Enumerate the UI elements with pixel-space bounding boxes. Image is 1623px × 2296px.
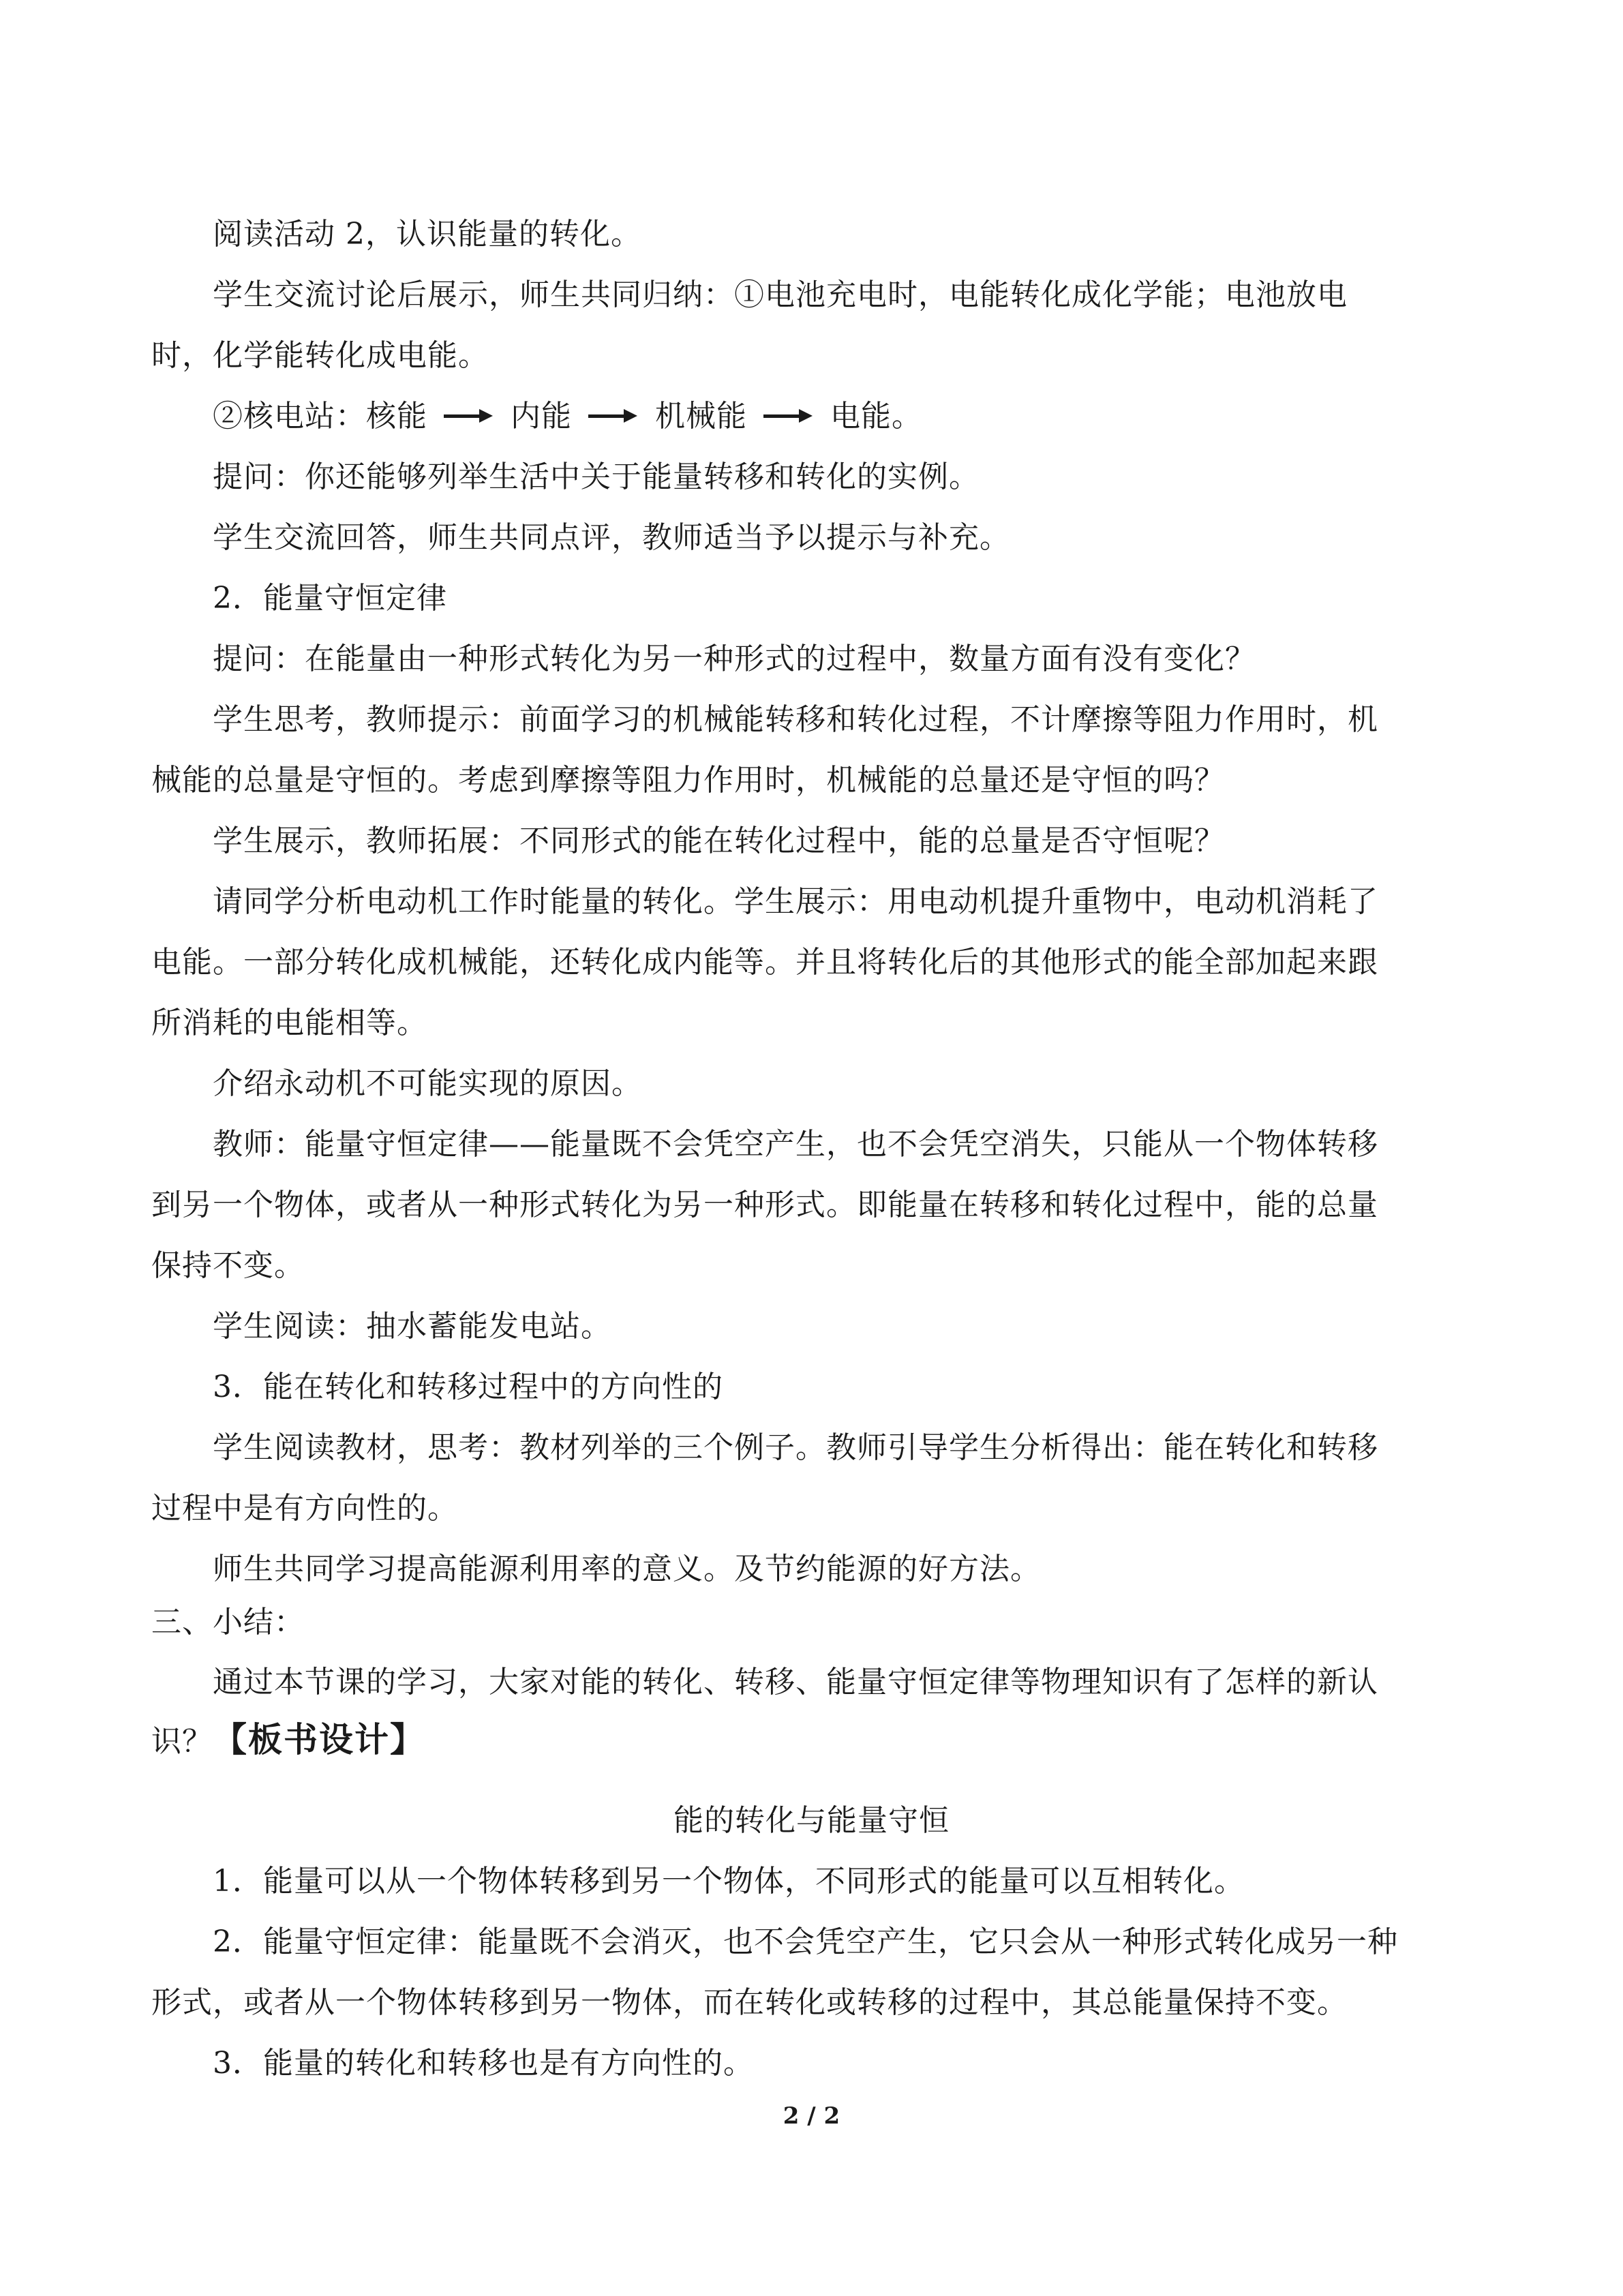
summary-tail-with-heading <box>151 1721 1623 1761</box>
board-point-3: 3．能量的转化和转移也是有方向性的。 <box>213 2046 754 2081</box>
chain-step-nuclear: 核能 <box>366 399 427 434</box>
section-heading-direction: 3．能在转化和转移过程中的方向性的 <box>213 1370 723 1404</box>
paragraph-battery-line-2: 时，化学能转化成电能。 <box>151 338 489 373</box>
chain-prefix: ②核电站： <box>213 399 366 434</box>
summary-tail: 识？ <box>151 1724 213 1759</box>
paragraph-think-line-2: 械能的总量是守恒的。考虑到摩擦等阻力作用时，机械能的总量还是守恒的吗？ <box>151 763 1225 798</box>
paragraph-think-line-1: 学生思考，教师提示：前面学习的机械能转移和转化过程，不计摩擦等阻力作用时，机 <box>213 702 1378 737</box>
board-point-2-line-2: 形式，或者从一个物体转移到另一物体，而在转化或转移的过程中，其总能量保持不变。 <box>151 1985 1348 2020</box>
section-heading-summary: 三、小结： <box>151 1605 305 1640</box>
paragraph-extend: 学生展示，教师拓展：不同形式的能在转化过程中，能的总量是否守恒呢？ <box>213 824 1225 858</box>
paragraph-summary-line-1: 通过本节课的学习，大家对能的转化、转移、能量守恒定律等物理知识有了怎样的新认 <box>213 1665 1378 1700</box>
chain-step-mechanical: 机械能 <box>655 399 747 434</box>
board-design-heading: 【板书设计】 <box>213 1719 425 1759</box>
paragraph-law-line-1: 教师：能量守恒定律——能量既不会凭空产生，也不会凭空消失，只能从一个物体转移 <box>213 1127 1378 1162</box>
paragraph-law-line-2: 到另一个物体，或者从一种形式转化为另一种形式。即能量在转移和转化过程中，能的总量 <box>151 1188 1378 1222</box>
paragraph-motor-line-1: 请同学分析电动机工作时能量的转化。学生展示：用电动机提升重物中，电动机消耗了 <box>213 884 1378 919</box>
paragraph-law-line-3: 保持不变。 <box>151 1248 305 1283</box>
paragraph-reading-activity: 阅读活动 2，认识能量的转化。 <box>213 217 641 252</box>
section-heading-conservation: 2．能量守恒定律 <box>213 581 447 616</box>
chain-step-internal: 内能 <box>511 399 572 434</box>
board-title: 能的转化与能量守恒 <box>673 1803 950 1838</box>
paragraph-pumped-storage: 学生阅读：抽水蓄能发电站。 <box>213 1309 611 1344</box>
chain-step-electric: 电能。 <box>830 399 922 434</box>
page-number: 2 / 2 <box>783 2102 840 2130</box>
board-point-1: 1．能量可以从一个物体转移到另一个物体，不同形式的能量可以互相转化。 <box>213 1864 1245 1899</box>
board-point-2-line-1: 2．能量守恒定律：能量既不会消灭，也不会凭空产生，它只会从一种形式转化成另一种 <box>213 1924 1398 1959</box>
paragraph-battery-line-1: 学生交流讨论后展示，师生共同归纳：①电池充电时，电能转化成化学能；电池放电 <box>213 277 1348 312</box>
paragraph-efficiency: 师生共同学习提高能源利用率的意义。及节约能源的好方法。 <box>213 1552 1041 1586</box>
paragraph-direction-line-1: 学生阅读教材，思考：教材列举的三个例子。教师引导学生分析得出：能在转化和转移 <box>213 1430 1378 1465</box>
energy-chain <box>213 397 1623 436</box>
paragraph-motor-line-2: 电能。一部分转化成机械能，还转化成内能等。并且将转化后的其他形式的能全部加起来跟 <box>151 945 1378 980</box>
paragraph-student-answer: 学生交流回答，师生共同点评，教师适当予以提示与补充。 <box>213 520 1010 555</box>
right-arrow-icon <box>588 409 637 423</box>
paragraph-question-examples: 提问：你还能够列举生活中关于能量转移和转化的实例。 <box>213 459 980 494</box>
paragraph-question-quantity: 提问：在能量由一种形式转化为另一种形式的过程中，数量方面有没有变化？ <box>213 641 1256 676</box>
paragraph-motor-line-3: 所消耗的电能相等。 <box>151 1006 427 1040</box>
paragraph-direction-line-2: 过程中是有方向性的。 <box>151 1491 458 1526</box>
right-arrow-icon <box>763 409 813 423</box>
right-arrow-icon <box>444 409 493 423</box>
paragraph-perpetual-motion: 介绍永动机不可能实现的原因。 <box>213 1066 642 1101</box>
